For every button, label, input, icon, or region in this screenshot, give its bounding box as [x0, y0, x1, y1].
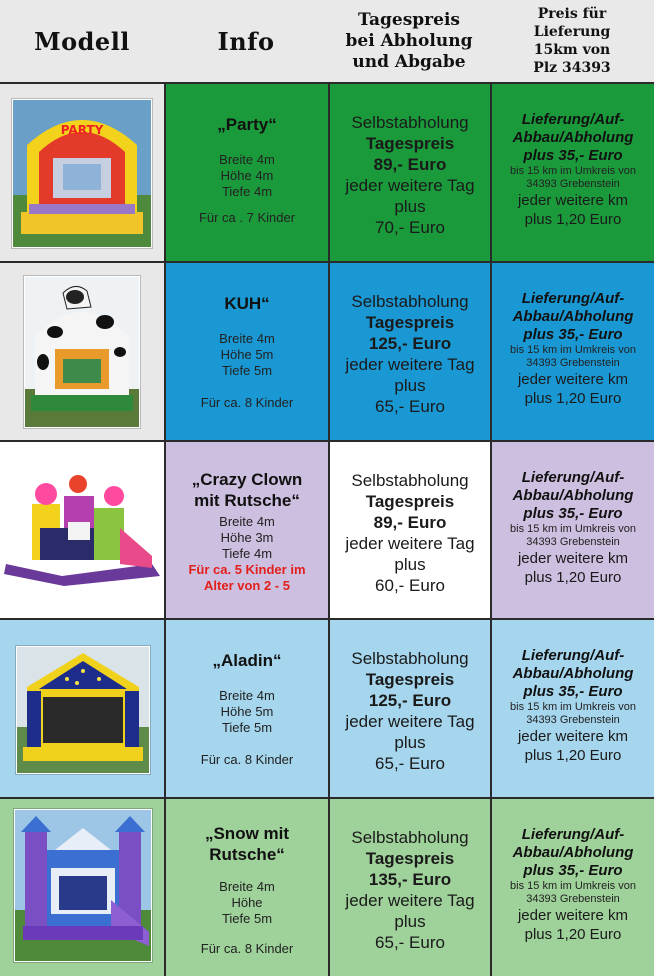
delivery-title: plus 35,- Euro — [523, 505, 623, 522]
price-cell — [328, 263, 490, 440]
delivery-km: plus 1,20 Euro — [524, 569, 622, 586]
kids-capacity: Für ca. 8 Kinder — [200, 752, 294, 767]
price-tagespreis-label: Tagespreis — [365, 670, 455, 689]
delivery-title: Abbau/Abholung — [512, 844, 634, 861]
delivery-km: jeder weitere km — [517, 728, 629, 745]
model-photo-cell — [0, 263, 164, 440]
price-extra-day: jeder weitere Tag — [345, 355, 475, 374]
party-bouncer-photo — [12, 99, 152, 248]
delivery-radius: bis 15 km im Umkreis von — [510, 880, 636, 892]
dim-breite: Breite 4m — [219, 688, 275, 703]
header-tagespreis — [328, 0, 490, 82]
header-lieferung-line: Preis für — [537, 6, 607, 22]
header-tagespreis-line: Tagespreis — [357, 9, 460, 30]
price-plus: plus — [394, 555, 426, 574]
delivery-cell — [490, 263, 654, 440]
price-tagespreis-value: 89,- Euro — [373, 155, 447, 174]
dim-tiefe: Tiefe 5m — [221, 720, 273, 735]
model-title: „Snow mit — [204, 824, 290, 843]
kids-capacity: Für ca. 8 Kinder — [200, 395, 294, 410]
price-tagespreis-label: Tagespreis — [365, 134, 455, 153]
table-row — [0, 440, 654, 618]
price-extra-day: jeder weitere Tag — [345, 176, 475, 195]
dim-breite: Breite 4m — [219, 514, 275, 529]
price-selbstabholung: Selbstabholung — [351, 113, 469, 132]
delivery-title: Abbau/Abholung — [512, 129, 634, 146]
delivery-cell — [490, 799, 654, 976]
header-modell: Modell — [34, 26, 130, 56]
delivery-title: Abbau/Abholung — [512, 665, 634, 682]
header-info: Info — [217, 26, 275, 56]
info-cell — [164, 263, 328, 440]
delivery-km: plus 1,20 Euro — [524, 211, 622, 228]
price-plus: plus — [394, 376, 426, 395]
delivery-km: plus 1,20 Euro — [524, 926, 622, 943]
price-tagespreis-value: 89,- Euro — [373, 513, 447, 532]
aladin-bouncer-photo — [16, 646, 150, 774]
price-tagespreis-label: Tagespreis — [365, 313, 455, 332]
delivery-title: Lieferung/Auf- — [521, 826, 625, 843]
dim-tiefe: Tiefe 5m — [221, 363, 273, 378]
table-row — [0, 261, 654, 440]
table-body — [0, 82, 654, 976]
dim-hoehe: Höhe 5m — [220, 347, 274, 362]
delivery-radius: 34393 Grebenstein — [526, 893, 620, 905]
price-extra-value: 70,- Euro — [375, 218, 445, 237]
delivery-title: Lieferung/Auf- — [521, 290, 625, 307]
dim-hoehe: Höhe 5m — [220, 704, 274, 719]
dim-hoehe: Höhe — [231, 895, 263, 910]
price-selbstabholung: Selbstabholung — [351, 649, 469, 668]
model-photo-cell — [0, 620, 164, 797]
price-tagespreis-value: 125,- Euro — [368, 334, 452, 353]
price-extra-day: jeder weitere Tag — [345, 712, 475, 731]
delivery-title: plus 35,- Euro — [523, 683, 623, 700]
price-plus: plus — [394, 912, 426, 931]
price-extra-value: 65,- Euro — [375, 397, 445, 416]
header-tagespreis-line: bei Abholung — [345, 30, 473, 51]
delivery-title: Lieferung/Auf- — [521, 647, 625, 664]
delivery-radius: bis 15 km im Umkreis von — [510, 344, 636, 356]
delivery-radius: 34393 Grebenstein — [526, 714, 620, 726]
kids-capacity: Für ca. 8 Kinder — [200, 941, 294, 956]
price-extra-value: 60,- Euro — [375, 576, 445, 595]
delivery-km: jeder weitere km — [517, 371, 629, 388]
delivery-radius: bis 15 km im Umkreis von — [510, 701, 636, 713]
model-title: „Crazy Clown — [191, 470, 303, 489]
delivery-radius: 34393 Grebenstein — [526, 357, 620, 369]
table-row — [0, 82, 654, 261]
dim-hoehe: Höhe 4m — [220, 168, 274, 183]
cow-bouncer-photo — [24, 276, 140, 428]
delivery-km: plus 1,20 Euro — [524, 390, 622, 407]
price-cell — [328, 799, 490, 976]
delivery-cell — [490, 84, 654, 261]
model-photo-cell — [0, 799, 164, 976]
party-sign: PARTY — [60, 123, 104, 137]
price-tagespreis-label: Tagespreis — [365, 849, 455, 868]
delivery-title: Abbau/Abholung — [512, 308, 634, 325]
delivery-title: plus 35,- Euro — [523, 326, 623, 343]
delivery-radius: bis 15 km im Umkreis von — [510, 165, 636, 177]
info-cell — [164, 799, 328, 976]
price-selbstabholung: Selbstabholung — [351, 292, 469, 311]
dim-tiefe: Tiefe 4m — [221, 546, 273, 561]
price-cell — [328, 620, 490, 797]
price-extra-value: 65,- Euro — [375, 754, 445, 773]
delivery-title: plus 35,- Euro — [523, 862, 623, 879]
delivery-radius: 34393 Grebenstein — [526, 536, 620, 548]
price-cell — [328, 84, 490, 261]
info-cell — [164, 442, 328, 618]
model-photo-cell — [0, 442, 164, 618]
info-cell — [164, 620, 328, 797]
dim-breite: Breite 4m — [219, 152, 275, 167]
header-tagespreis-line: und Abgabe — [352, 51, 466, 72]
table-header — [0, 0, 654, 82]
snow-bouncer-photo — [14, 809, 152, 962]
price-cell — [328, 442, 490, 618]
price-selbstabholung: Selbstabholung — [351, 471, 469, 490]
delivery-km: jeder weitere km — [517, 550, 629, 567]
header-lieferung-line: 15km von — [533, 42, 611, 58]
price-selbstabholung: Selbstabholung — [351, 828, 469, 847]
model-title: Rutsche“ — [209, 845, 285, 864]
price-extra-value: 65,- Euro — [375, 933, 445, 952]
dim-breite: Breite 4m — [219, 331, 275, 346]
dim-tiefe: Tiefe 4m — [221, 184, 273, 199]
price-tagespreis-value: 135,- Euro — [368, 870, 452, 889]
kids-capacity: Für ca . 7 Kinder — [198, 210, 296, 225]
kids-capacity: Für ca. 5 Kinder im — [188, 562, 306, 577]
delivery-title: Abbau/Abholung — [512, 487, 634, 504]
price-plus: plus — [394, 733, 426, 752]
price-tagespreis-label: Tagespreis — [365, 492, 455, 511]
model-title: mit Rutsche“ — [194, 491, 300, 510]
header-lieferung-line: Lieferung — [533, 24, 611, 40]
delivery-km: jeder weitere km — [517, 192, 629, 209]
delivery-km: plus 1,20 Euro — [524, 747, 622, 764]
table-row — [0, 797, 654, 976]
model-title: KUH“ — [224, 294, 270, 313]
info-cell — [164, 84, 328, 261]
delivery-radius: bis 15 km im Umkreis von — [510, 523, 636, 535]
delivery-radius: 34393 Grebenstein — [526, 178, 620, 190]
model-title: „Party“ — [217, 115, 277, 134]
delivery-cell — [490, 442, 654, 618]
price-tagespreis-value: 125,- Euro — [368, 691, 452, 710]
dim-hoehe: Höhe 3m — [220, 530, 274, 545]
delivery-title: Lieferung/Auf- — [521, 469, 625, 486]
delivery-title: Lieferung/Auf- — [521, 111, 625, 128]
dim-breite: Breite 4m — [219, 879, 275, 894]
delivery-cell — [490, 620, 654, 797]
crazy-clown-bouncer-photo — [2, 468, 160, 586]
header-lieferung-line: Plz 34393 — [533, 60, 611, 76]
table-row — [0, 618, 654, 797]
price-extra-day: jeder weitere Tag — [345, 534, 475, 553]
dim-tiefe: Tiefe 5m — [221, 911, 273, 926]
header-lieferung — [490, 0, 654, 82]
model-photo-cell — [0, 84, 164, 261]
model-title: „Aladin“ — [212, 651, 282, 670]
price-extra-day: jeder weitere Tag — [345, 891, 475, 910]
kids-age: Alter von 2 - 5 — [204, 578, 290, 593]
delivery-title: plus 35,- Euro — [523, 147, 623, 164]
price-plus: plus — [394, 197, 426, 216]
delivery-km: jeder weitere km — [517, 907, 629, 924]
